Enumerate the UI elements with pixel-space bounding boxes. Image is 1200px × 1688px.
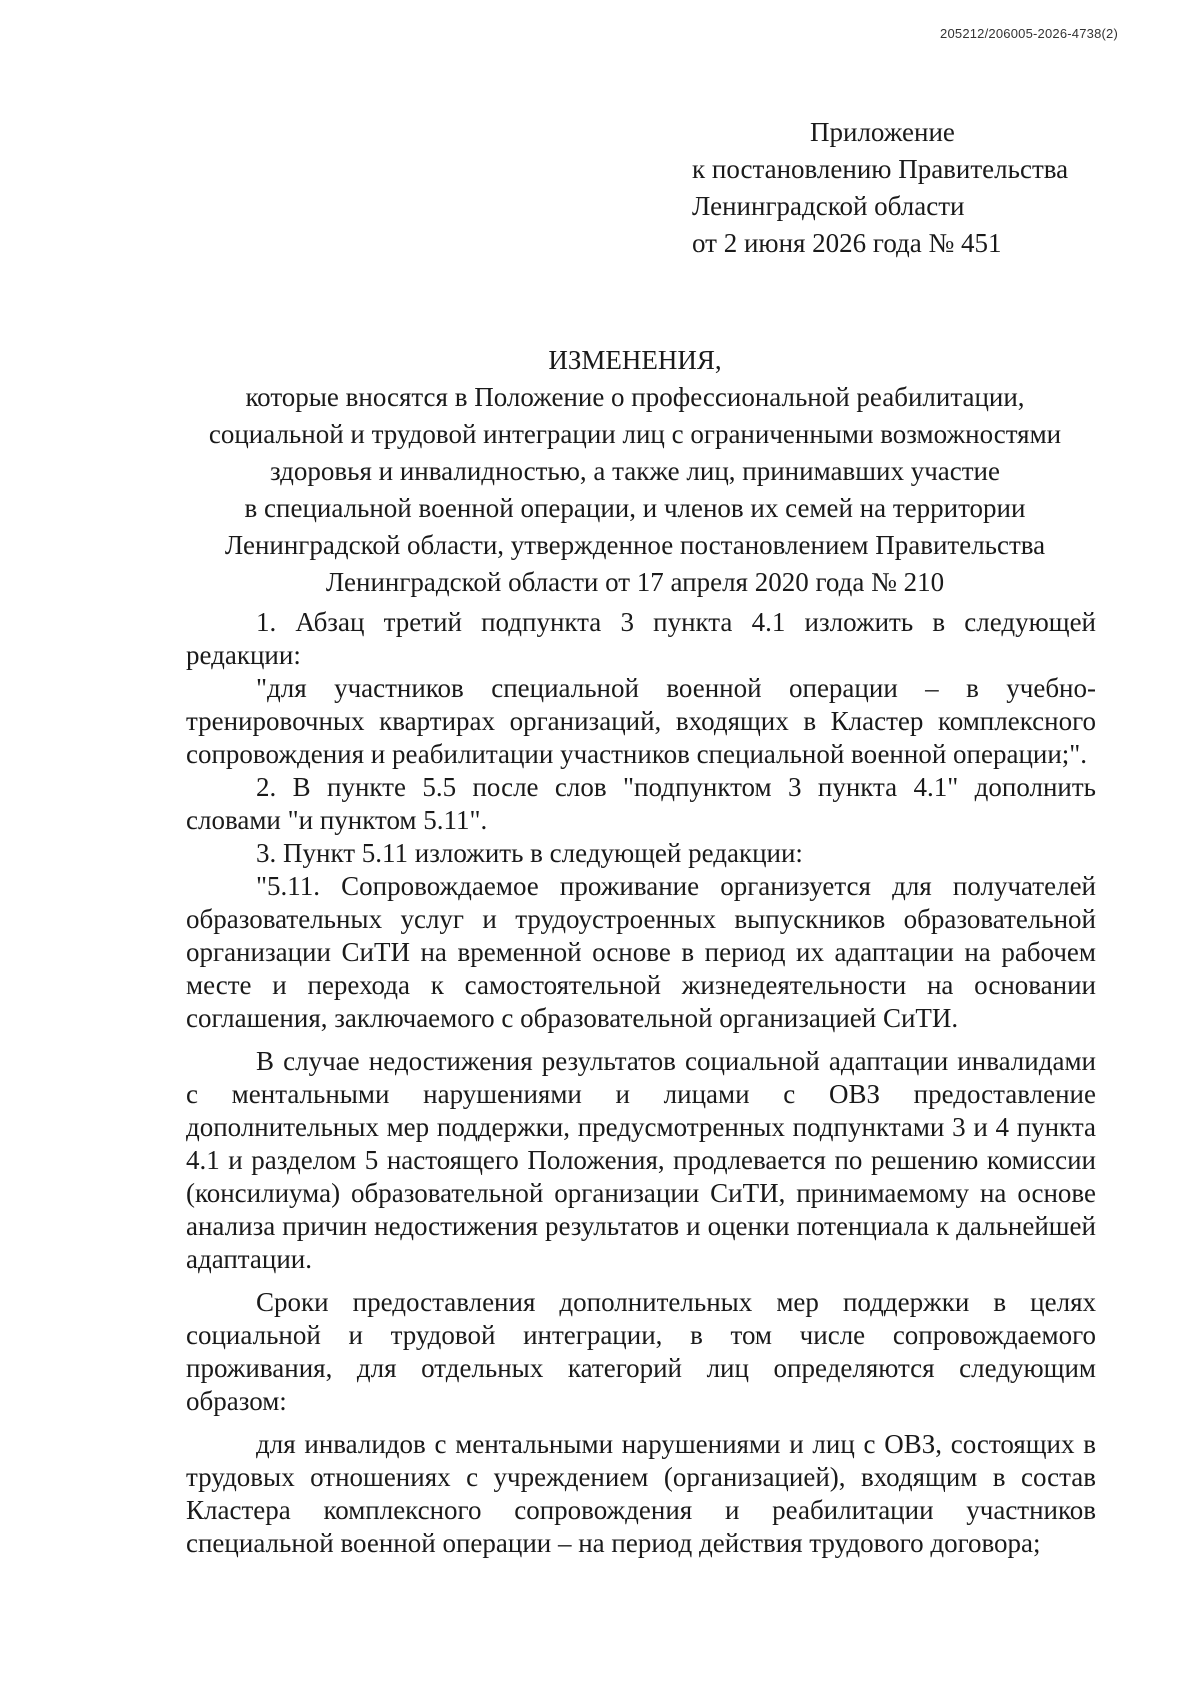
subtitle-line: которые вносятся в Положение о профессиональной реабилитации, bbox=[245, 382, 1025, 412]
paragraph-quote-1: "для участников специальной военной операции – в учебно-тренировочных квартирах организаций, входящих в Кластер комплексного сопровождения и реабилитации участников специальной военной операции;". bbox=[186, 673, 1096, 769]
document-body bbox=[186, 606, 1096, 1560]
subtitle-line: Ленинградской области от 17 апреля 2020 года № 210 bbox=[325, 567, 945, 597]
appendix-line: от 2 июня 2026 года № 451 bbox=[692, 228, 1002, 258]
subtitle-line: Ленинградской области, утвержденное постановлением Правительства bbox=[224, 530, 1046, 560]
paragraph-disabled-persons: для инвалидов с ментальными нарушениями и лиц с ОВЗ, состоящих в трудовых отношениях с учреждением (организацией), входящим в состав Кластера комплексного сопровождения и реабилитации участников специальной военной операции – на период действия трудового договора; bbox=[186, 1429, 1096, 1558]
document-heading bbox=[150, 342, 1120, 601]
paragraph-item-1: 1. Абзац третий подпункта 3 пункта 4.1 изложить в следующей редакции: bbox=[186, 607, 1096, 670]
paragraph-terms: Сроки предоставления дополнительных мер поддержки в целях социальной и трудовой интеграции, в том числе сопровождаемого проживания, для отдельных категорий лиц определяются следующим образом: bbox=[186, 1287, 1096, 1416]
registration-number: 205212/206005-2026-4738(2) bbox=[940, 26, 1118, 41]
appendix-line: Ленинградской области bbox=[692, 191, 965, 221]
paragraph-item-3: 3. Пункт 5.11 изложить в следующей редакции: bbox=[256, 838, 803, 868]
subtitle-line: в специальной военной операции, и членов их семей на территории bbox=[244, 493, 1026, 523]
paragraph-item-2: 2. В пункте 5.5 после слов "подпунктом 3 пункта 4.1" дополнить словами "и пунктом 5.11". bbox=[186, 772, 1096, 835]
document-title: ИЗМЕНЕНИЯ, bbox=[548, 345, 722, 375]
paragraph-quote-5-11: "5.11. Сопровождаемое проживание организуется для получателей образовательных услуг и трудоустроенных выпускников образовательной организации СиТИ на временной основе в период их адаптации на рабочем месте и перехода к самостоятельной жизнедеятельности на основании соглашения, заключаемого с образовательной организацией СиТИ. bbox=[186, 871, 1096, 1033]
paragraph-adaptation: В случае недостижения результатов социальной адаптации инвалидами с ментальными нарушениями и лицами с ОВЗ предоставление дополнительных мер поддержки, предусмотренных подпунктами 3 и 4 пункта 4.1 и разделом 5 настоящего Положения, продлевается по решению комиссии (консилиума) образовательной организации СиТИ, принимаемому на основе анализа причин недостижения результатов и оценки потенциала к дальнейшей адаптации. bbox=[186, 1046, 1096, 1274]
appendix-line: к постановлению Правительства bbox=[692, 154, 1069, 184]
appendix-line: Приложение bbox=[810, 117, 955, 147]
subtitle-line: социальной и трудовой интеграции лиц с ограниченными возможностями bbox=[208, 419, 1062, 449]
subtitle-line: здоровья и инвалидностью, а также лиц, принимавших участие bbox=[270, 456, 1000, 486]
appendix-block bbox=[692, 114, 1068, 262]
